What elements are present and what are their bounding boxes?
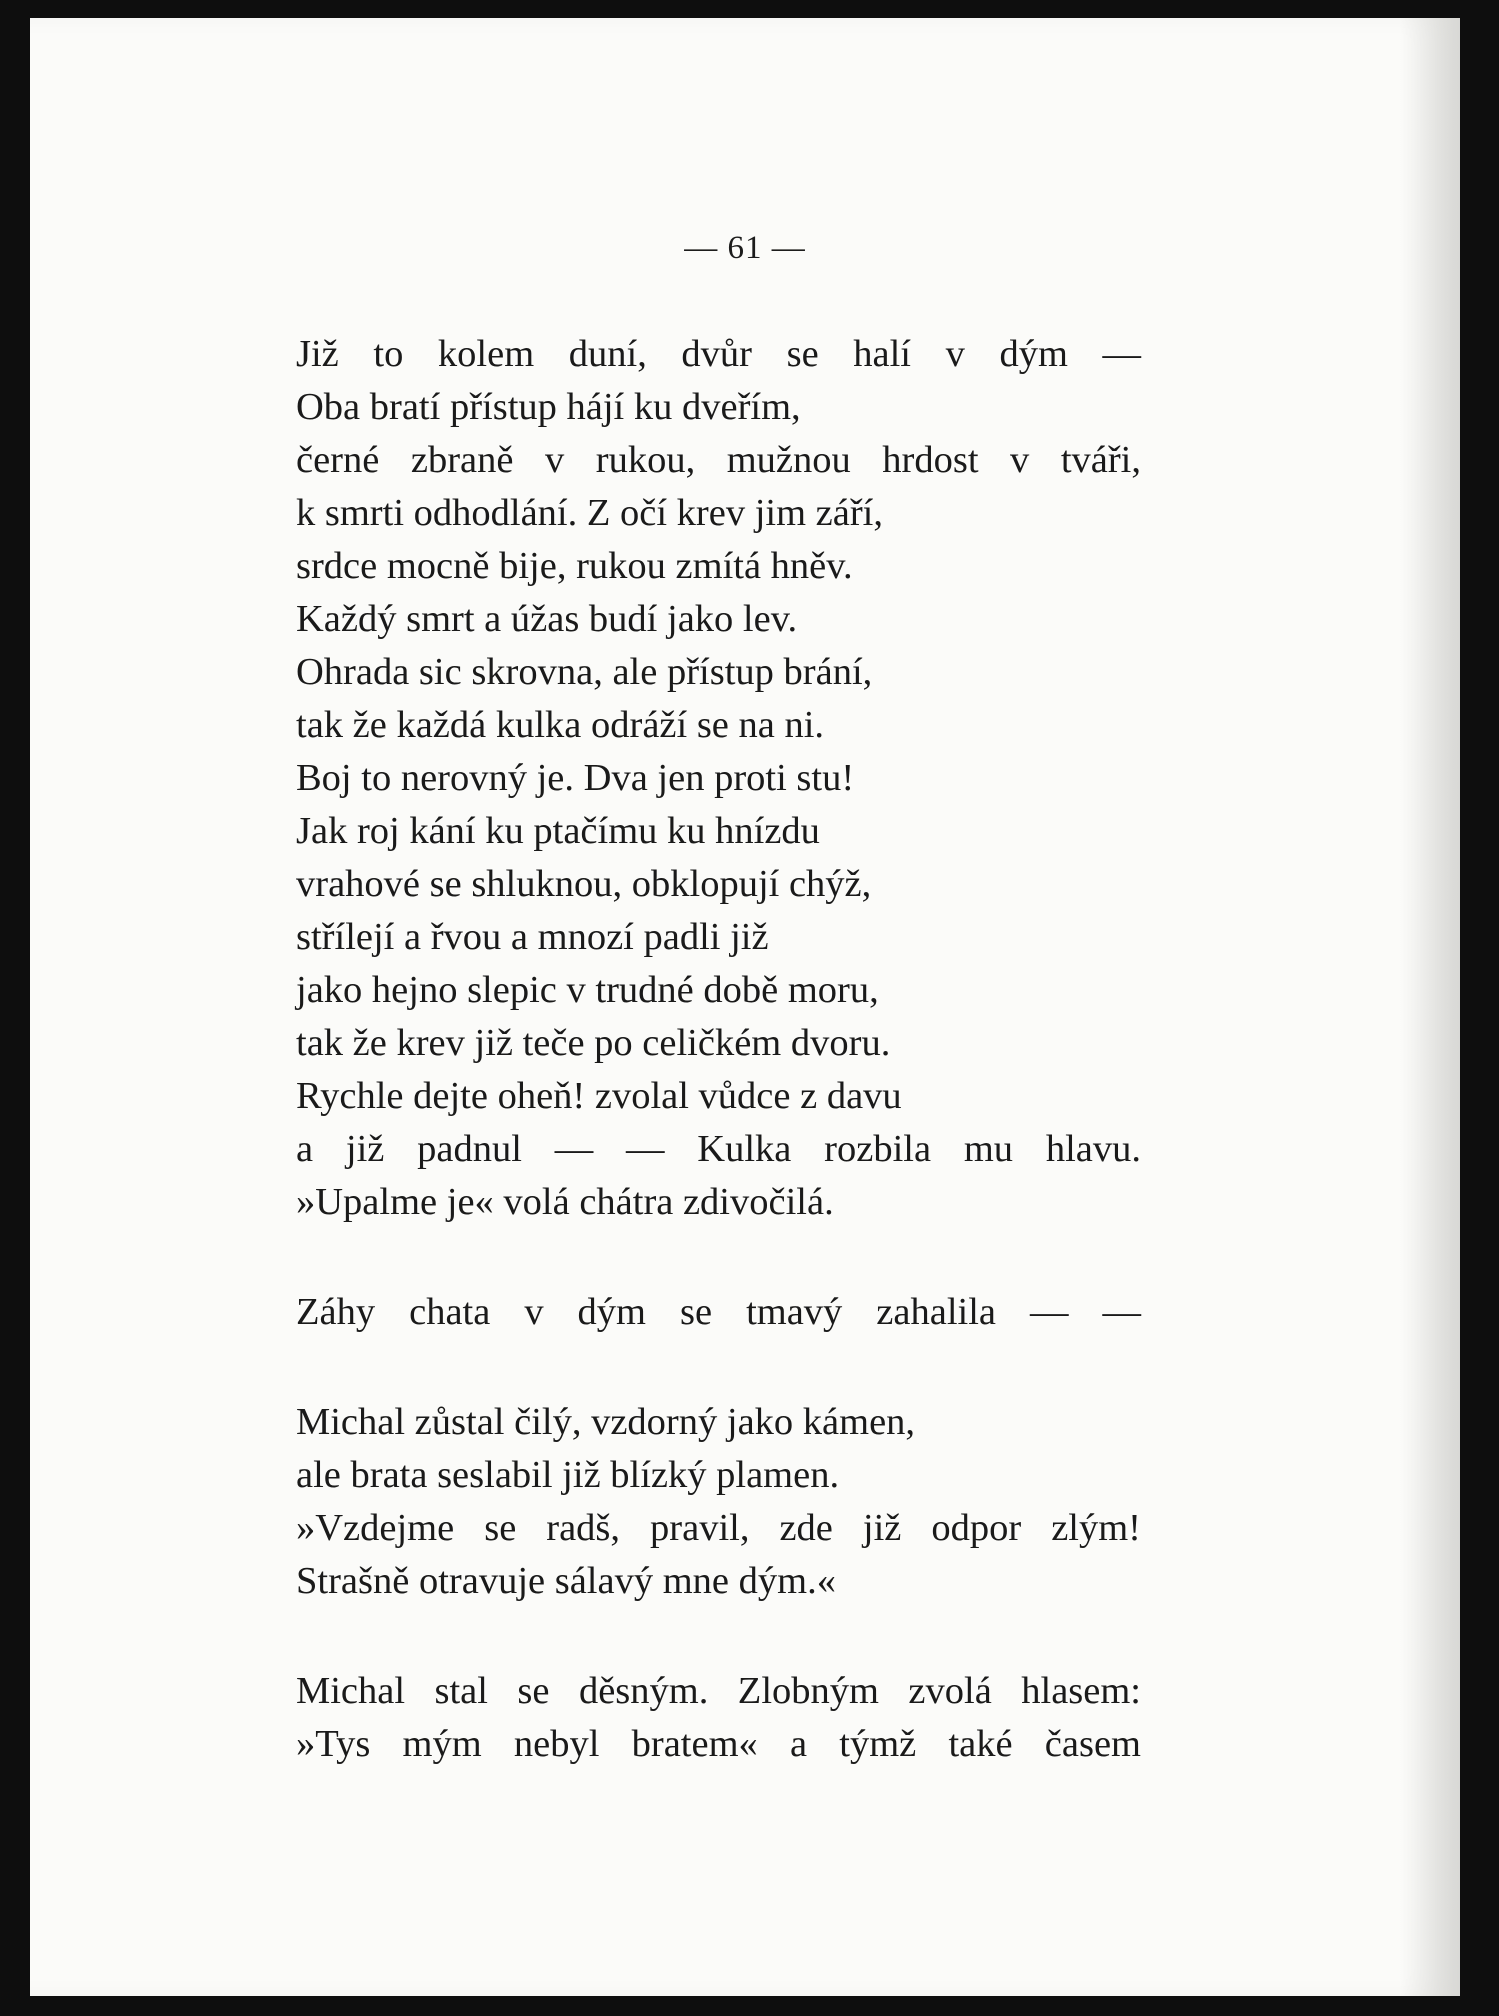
poem-line: ale brata seslabil již blízký plamen. xyxy=(296,1454,840,1496)
page-number: — 61 — xyxy=(684,230,806,266)
poem-line: »Upalme je« volá chátra zdivočilá. xyxy=(296,1181,834,1223)
stanza-gap xyxy=(296,1608,1196,1665)
poem-line: vrahové se shluknou, obklopují chýž, xyxy=(296,863,872,905)
poem-line: Rychle dejte oheň! zvolal vůdce z davu xyxy=(296,1075,902,1117)
poem-line: a již padnul — — Kulka rozbila mu hlavu. xyxy=(296,1128,1141,1170)
poem-line: Již to kolem duní, dvůr se halí v dým — xyxy=(296,333,1141,375)
page-edge-shadow xyxy=(1400,18,1460,1996)
poem-line: »Vzdejme se radš, pravil, zde již odpor zlým! xyxy=(296,1507,1141,1549)
poem-line: černé zbraně v rukou, mužnou hrdost v tváři, xyxy=(296,439,1141,481)
stanza-4 xyxy=(296,1665,1196,1771)
poem-text xyxy=(296,328,1196,1771)
poem-line: Oba bratí přístup hájí ku dveřím, xyxy=(296,386,801,428)
stanza-1 xyxy=(296,328,1196,1229)
poem-line: k smrti odhodlání. Z očí krev jim září, xyxy=(296,492,883,534)
poem-line: Boj to nerovný je. Dva jen proti stu! xyxy=(296,757,855,799)
poem-line: »Tys mým nebyl bratem« a týmž také časem xyxy=(296,1723,1141,1765)
poem-line: tak že každá kulka odráží se na ni. xyxy=(296,704,825,746)
poem-line: Každý smrt a úžas budí jako lev. xyxy=(296,598,798,640)
stanza-gap xyxy=(296,1339,1196,1396)
book-page xyxy=(30,18,1460,1996)
poem-line: střílejí a řvou a mnozí padli již xyxy=(296,916,769,958)
poem-line: Michal zůstal čilý, vzdorný jako kámen, xyxy=(296,1401,916,1443)
stanza-3 xyxy=(296,1396,1196,1608)
poem-line: jako hejno slepic v trudné době moru, xyxy=(296,969,879,1011)
poem-line: Záhy chata v dým se tmavý zahalila — — xyxy=(296,1291,1141,1333)
stanza-gap xyxy=(296,1229,1196,1286)
poem-line: Strašně otravuje sálavý mne dým.« xyxy=(296,1560,836,1602)
poem-line: Michal stal se děsným. Zlobným zvolá hlasem: xyxy=(296,1670,1141,1712)
stanza-2 xyxy=(296,1286,1196,1339)
poem-line: Ohrada sic skrovna, ale přístup brání, xyxy=(296,651,873,693)
poem-line: Jak roj kání ku ptačímu ku hnízdu xyxy=(296,810,820,852)
poem-line: srdce mocně bije, rukou zmítá hněv. xyxy=(296,545,853,587)
poem-line: tak že krev již teče po celičkém dvoru. xyxy=(296,1022,891,1064)
